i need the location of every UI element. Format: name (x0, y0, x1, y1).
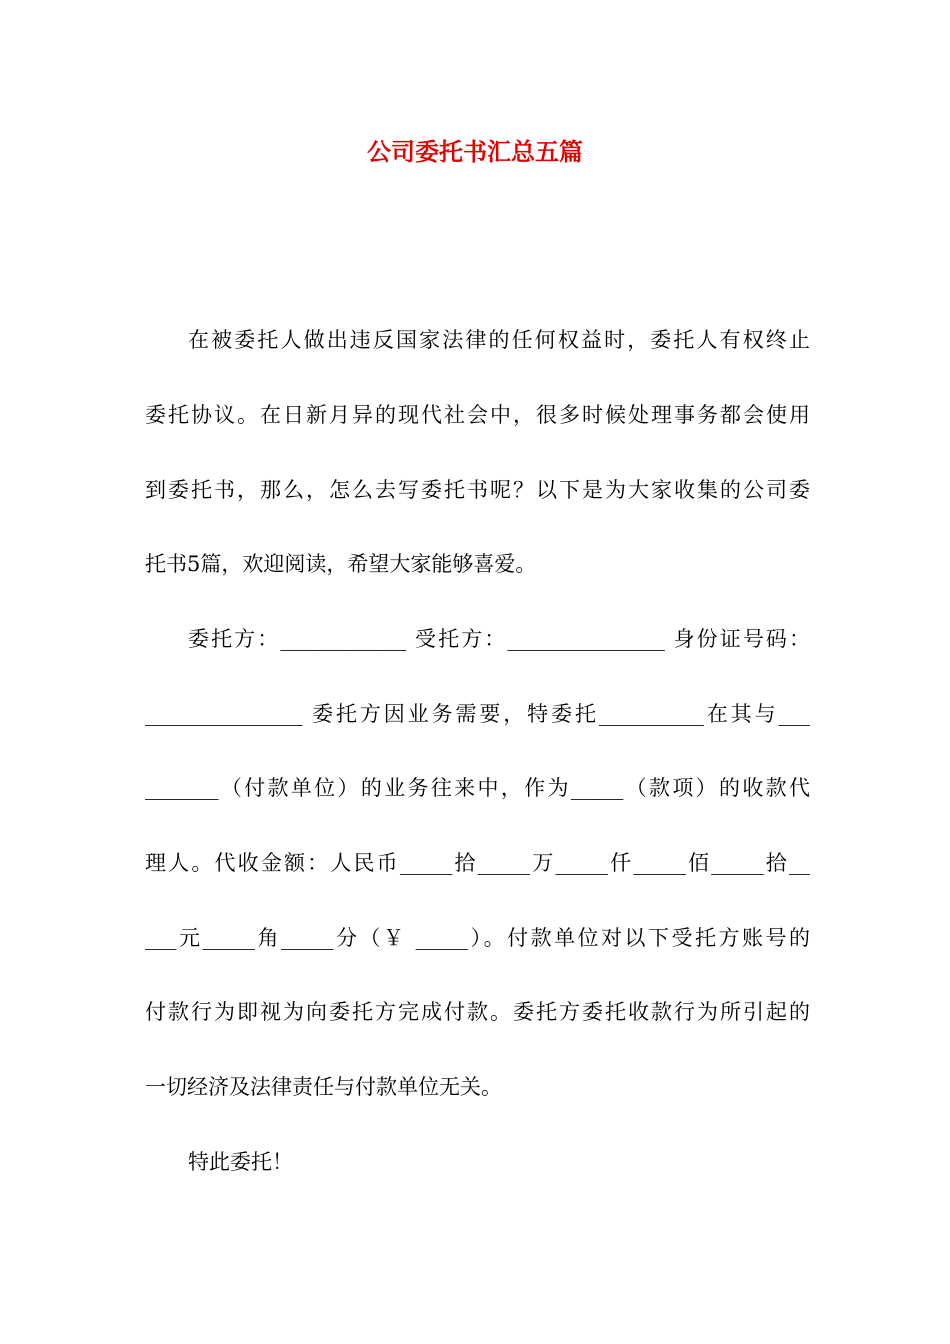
paragraph-1-line-3: 到委托书，那么，怎么去写委托书呢？以下是为大家收集的公司委 (145, 478, 810, 502)
paragraph-2-line-2: _______________ 委托方因业务需要，特委托__________在其与___ (145, 702, 810, 726)
paragraph-1-line-2: 委托协议。在日新月异的现代社会中，很多时候处理事务都会使用 (145, 403, 810, 427)
document-title: 公司委托书汇总五篇 (367, 137, 583, 166)
paragraph-1-line-1: 在被委托人做出违反国家法律的任何权益时，委托人有权终止 (188, 328, 810, 352)
paragraph-2-line-5: ___元_____角_____分（￥ _____）。付款单位对以下受托方账号的 (145, 926, 810, 950)
paragraph-2-line-6: 付款行为即视为向委托方完成付款。委托方委托收款行为所引起的 (145, 1000, 810, 1024)
paragraph-2-line-7: 一切经济及法律责任与付款单位无关。 (145, 1075, 502, 1099)
paragraph-2-line-4: 理人。代收金额：人民币_____拾_____万_____仟_____佰_____拾__ (145, 851, 810, 875)
paragraph-2-line-3: _______（付款单位）的业务往来中，作为_____（款项）的收款代 (145, 776, 810, 800)
closing-line: 特此委托！ (188, 1150, 293, 1174)
paragraph-2-line-1: 委托方：____________ 受托方：_______________ 身份证号码： (188, 627, 810, 651)
paragraph-1-line-4: 托书5篇，欢迎阅读，希望大家能够喜爱。 (145, 552, 537, 576)
